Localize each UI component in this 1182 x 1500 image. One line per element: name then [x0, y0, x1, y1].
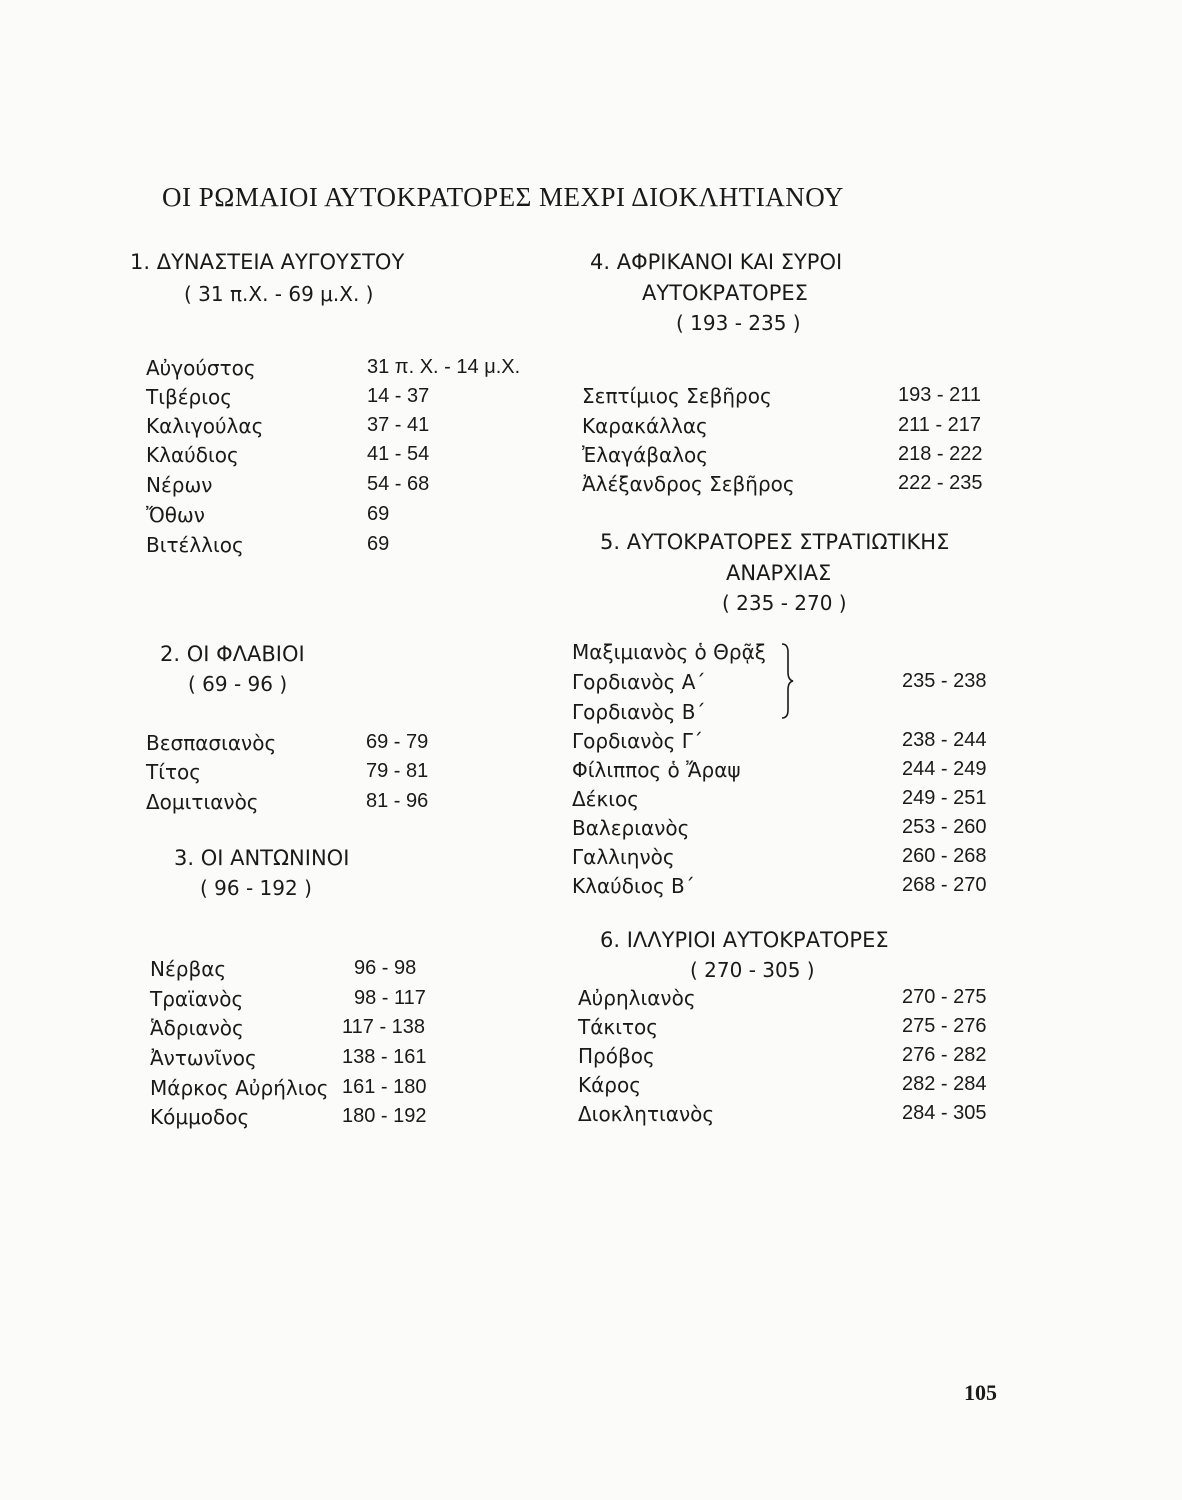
emperor-name: Ὄθων — [146, 503, 205, 527]
reign-years: 161 - 180 — [342, 1076, 427, 1098]
reign-years: 244 - 249 — [902, 758, 987, 780]
grouping-brace — [780, 642, 794, 720]
emperor-name: Σεπτίμιος Σεβῆρος — [582, 384, 772, 408]
reign-years: 238 - 244 — [902, 729, 987, 751]
emperor-name: Κάρος — [578, 1073, 641, 1097]
emperor-name: Μαξιμιανὸς ὁ Θρᾷξ — [572, 640, 766, 664]
reign-years: 96 - 98 — [354, 957, 417, 979]
page-title: ΟΙ ΡΩΜΑΙΟΙ ΑΥΤΟΚΡΑΤΟΡΕΣ ΜΕΧΡΙ ΔΙΟΚΛΗΤΙΑΝΟΥ — [162, 182, 844, 212]
emperor-name: Νέρων — [146, 473, 213, 497]
emperor-name: Τραϊανὸς — [150, 987, 244, 1011]
reign-years: 260 - 268 — [902, 845, 987, 867]
emperor-name: Βιτέλλιος — [146, 533, 244, 557]
emperor-name: Δέκιος — [572, 787, 640, 811]
section-range: ( 193 - 235 ) — [676, 311, 801, 335]
emperor-name: Φίλιππος ὁ Ἄραψ — [572, 758, 741, 782]
reign-years: 284 - 305 — [902, 1102, 987, 1124]
reign-years: 218 - 222 — [898, 443, 983, 465]
reign-years: 268 - 270 — [902, 874, 987, 896]
emperor-name: Τιβέριος — [146, 385, 232, 409]
emperor-name: Ἀντωνῖνος — [150, 1046, 257, 1070]
emperor-name: Διοκλητιανὸς — [578, 1102, 715, 1126]
section-range: ( 270 - 305 ) — [690, 958, 815, 982]
reign-years: 282 - 284 — [902, 1073, 987, 1095]
emperor-name: Βαλεριανὸς — [572, 816, 690, 840]
section-heading: 6. ΙΛΛΥΡΙΟΙ ΑΥΤΟΚΡΑΤΟΡΕΣ — [600, 928, 889, 952]
reign-years: 98 - 117 — [354, 987, 426, 1009]
section-heading: ΑΥΤΟΚΡΑΤΟΡΕΣ — [642, 281, 808, 305]
emperor-name: Ἐλαγάβαλος — [582, 443, 709, 467]
section-range: ( 31 π.Χ. - 69 μ.Χ. ) — [184, 282, 374, 306]
reign-years: 276 - 282 — [902, 1044, 987, 1066]
section-heading: 1. ΔΥΝΑΣΤΕΙΑ ΑΥΓΟΥΣΤΟΥ — [130, 250, 405, 274]
section-range: ( 96 - 192 ) — [200, 876, 312, 900]
section-heading: 4. ΑΦΡΙΚΑΝΟΙ ΚΑΙ ΣΥΡΟΙ — [590, 250, 843, 274]
reign-years: 235 - 238 — [902, 670, 987, 692]
emperor-name: Αὐγούστος — [146, 356, 256, 380]
reign-years: 222 - 235 — [898, 472, 983, 494]
reign-years: 211 - 217 — [898, 414, 982, 436]
reign-years: 69 — [367, 503, 390, 525]
section-heading: 5. ΑΥΤΟΚΡΑΤΟΡΕΣ ΣΤΡΑΤΙΩΤΙΚΗΣ — [600, 530, 950, 554]
section-heading: 3. ΟΙ ΑΝΤΩΝΙΝΟΙ — [174, 846, 350, 870]
emperor-name: Γορδιανὸς Β΄ — [572, 700, 706, 724]
emperor-name: Κλαύδιος — [146, 443, 239, 467]
reign-years: 193 - 211 — [898, 384, 982, 406]
emperor-name: Νέρβας — [150, 957, 227, 981]
emperor-name: Ἁδριανὸς — [150, 1016, 244, 1040]
reign-years: 253 - 260 — [902, 816, 987, 838]
emperor-name: Δομιτιανὸς — [146, 790, 259, 814]
reign-years: 275 - 276 — [902, 1015, 987, 1037]
section-heading: 2. ΟΙ ΦΛΑΒΙΟΙ — [160, 642, 305, 666]
reign-years: 31 π. Χ. - 14 μ.Χ. — [367, 356, 521, 378]
section-heading: ΑΝΑΡΧΙΑΣ — [726, 561, 832, 585]
emperor-name: Πρόβος — [578, 1044, 655, 1068]
reign-years: 37 - 41 — [367, 414, 430, 436]
emperor-name: Γορδιανὸς Γ΄ — [572, 729, 703, 753]
reign-years: 138 - 161 — [342, 1046, 427, 1068]
reign-years: 14 - 37 — [367, 385, 430, 407]
emperor-name: Καρακάλλας — [582, 414, 708, 438]
emperor-name: Γορδιανὸς Α΄ — [572, 670, 706, 694]
reign-years: 117 - 138 — [342, 1016, 426, 1038]
reign-years: 79 - 81 — [366, 760, 429, 782]
reign-years: 41 - 54 — [367, 443, 430, 465]
reign-years: 249 - 251 — [902, 787, 987, 809]
reign-years: 69 — [367, 533, 390, 555]
emperor-name: Καλιγούλας — [146, 414, 264, 438]
page-number: 105 — [964, 1380, 997, 1405]
reign-years: 54 - 68 — [367, 473, 430, 495]
emperor-name: Βεσπασιανὸς — [146, 731, 277, 755]
emperor-name: Γαλλιηνὸς — [572, 845, 675, 869]
emperor-name: Κλαύδιος Β΄ — [572, 874, 695, 898]
emperor-name: Αὐρηλιανὸς — [578, 986, 696, 1010]
reign-years: 270 - 275 — [902, 986, 987, 1008]
emperor-name: Ἀλέξανδρος Σεβῆρος — [582, 472, 795, 496]
emperor-name: Κόμμοδος — [150, 1105, 250, 1129]
emperor-name: Τίτος — [146, 760, 201, 784]
section-range: ( 69 - 96 ) — [188, 672, 288, 696]
emperor-name: Μάρκος Αὐρήλιος — [150, 1076, 329, 1100]
reign-years: 180 - 192 — [342, 1105, 427, 1127]
reign-years: 81 - 96 — [366, 790, 429, 812]
emperor-name: Τάκιτος — [578, 1015, 658, 1039]
section-range: ( 235 - 270 ) — [722, 591, 847, 615]
reign-years: 69 - 79 — [366, 731, 429, 753]
